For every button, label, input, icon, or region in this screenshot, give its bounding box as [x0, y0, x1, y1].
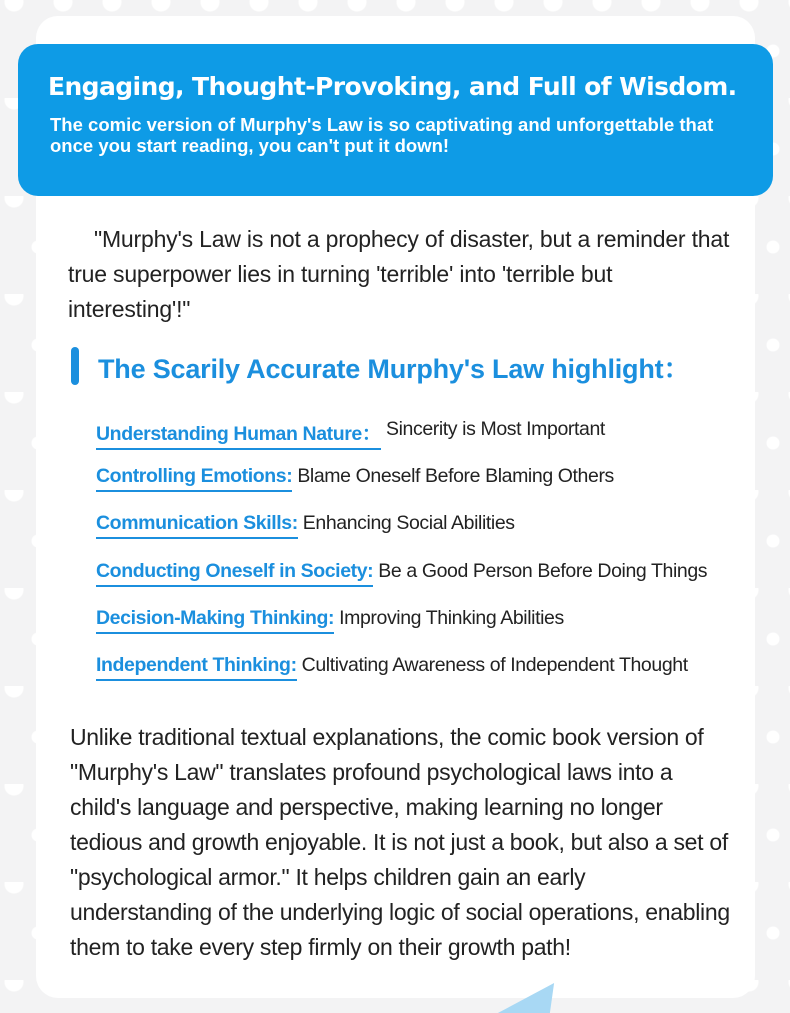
highlight-item — [96, 607, 736, 654]
intro-quote: "Murphy's Law is not a prophecy of disaster, but a reminder that true superpower lies in turning 'terrible' into 'terrible but interesting'!" — [68, 226, 730, 322]
section-title: The Scarily Accurate Murphy's Law highlight： — [98, 353, 691, 384]
highlight-item — [96, 512, 736, 559]
section-heading — [71, 347, 690, 385]
highlight-link-conducting-oneself[interactable]: Conducting Oneself in Society: — [96, 560, 373, 587]
highlight-link-decision-making[interactable]: Decision-Making Thinking: — [96, 607, 334, 634]
highlight-link-independent-thinking[interactable]: Independent Thinking: — [96, 654, 297, 681]
decorative-triangle-icon — [498, 983, 554, 1013]
accent-bar-icon — [71, 347, 79, 385]
highlight-description: Be a Good Person Before Doing Things — [378, 559, 708, 582]
highlight-description: Blame Oneself Before Blaming Others — [297, 465, 614, 488]
highlight-item — [96, 560, 736, 607]
highlight-item — [96, 465, 736, 512]
highlight-link-human-nature[interactable]: Understanding Human Nature： — [96, 418, 381, 450]
highlight-item — [96, 654, 736, 701]
highlight-description: Improving Thinking Abilities — [339, 606, 564, 629]
highlight-link-controlling-emotions[interactable]: Controlling Emotions: — [96, 465, 292, 492]
header-banner — [18, 44, 773, 196]
banner-subtitle: The comic version of Murphy's Law is so captivating and unforgettable that once you start reading, you can't put it down! — [50, 114, 714, 156]
highlight-description: Cultivating Awareness of Independent Thought — [301, 653, 688, 676]
banner-title: Engaging, Thought-Provoking, and Full of Wisdom. — [48, 72, 737, 101]
highlights-list — [96, 418, 736, 701]
highlight-item — [96, 418, 736, 465]
highlight-description: Sincerity is Most Important — [385, 418, 605, 440]
highlight-description: Enhancing Social Abilities — [302, 512, 515, 535]
highlight-link-communication-skills[interactable]: Communication Skills: — [96, 512, 298, 539]
body-paragraph: Unlike traditional textual explanations, the comic book version of "Murphy's Law" translates profound psychological laws into a child's language and perspective, making learning no longer tedious and growth enjoyable. It is not just a book, but also a set of "psychological armor." It helps children gain an early understanding of the underlying logic of social operations, enabling them to take every step firmly on their growth path! — [70, 724, 730, 960]
